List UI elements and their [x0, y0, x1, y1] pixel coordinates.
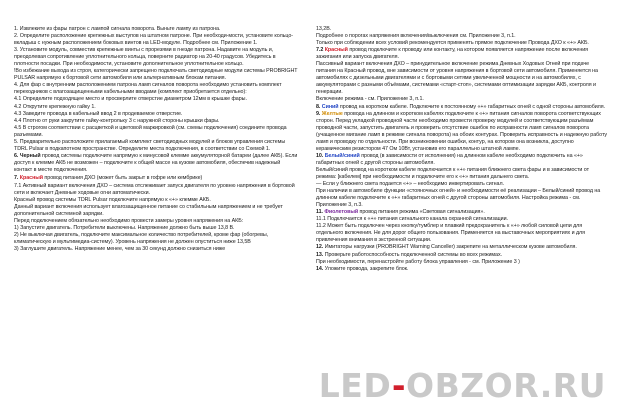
instruction-paragraph	[316, 96, 608, 103]
paragraph-text: 2) Не выключая двигатель, подключите максимальное количество потребителей, кроме фар (обогревы, климатическую и мультимедиа-систему). Уровень напряжения не должен опуститься ниже 13,5В	[14, 231, 270, 245]
paragraph-text: 5. Предварительно расположите прилагаемый комплект светодиодных модулей и блоков управления системы TDRL Pulsar в подкапотном пространстве. Определите места подключения, в соответствии со Схемой 1.	[14, 138, 287, 152]
paragraph-text: Уложите провода, закрепите блок.	[323, 265, 409, 272]
paragraph-text: 2. Определите расположение крепежных выступов на штатном патроне. При необходи-мости, установите кольцо-вкладыш с нужным расположением боковых винтов на LED-модуле. Подробнее см. Приложение 1.	[14, 33, 293, 47]
step-number: 7.	[14, 175, 19, 182]
wire-color-label: Синий	[321, 103, 339, 110]
instruction-paragraph	[14, 232, 298, 246]
paragraph-text: 4.2 Открутите крепежную гайку 1.	[14, 103, 96, 110]
step-number: 13.	[316, 251, 324, 258]
paragraph-text: Только при соблюдении всех условий рекомендуется применять прямое подключение Провода ДХО к «+» АКБ.	[316, 40, 589, 47]
instruction-paragraph	[14, 33, 298, 47]
paragraph-text: провод (в зависимости от исполнения) на длинном кабеле необходимо подключить на «+» габаритных огней с другой стороны автомобиля.	[316, 152, 585, 166]
instruction-paragraph	[14, 118, 298, 125]
paragraph-text: 4.4 Плотно от руки закрутите гайку-контрольку 3 с наружной стороны крышки фары.	[14, 117, 220, 124]
instruction-paragraph	[14, 246, 298, 253]
step-number: 7.2	[316, 47, 324, 54]
brand-led: LED	[318, 366, 392, 405]
paragraph-text: Перед подключением обязательно необходимо провести замеры уровня напряжения на АКБ:	[14, 217, 244, 224]
instruction-paragraph	[14, 175, 298, 182]
paragraph-text: 4. Для фар с внутренним расположением патрона ламп сигналов поворота необходимо установить комплект переходников с влагозащищенными кабельными вводами (комплект приобретается отдельно):	[14, 82, 283, 96]
step-number: 9.	[316, 110, 321, 117]
brand-dash: -	[391, 366, 407, 405]
paragraph-text: Проверьте работоспособность подключенной системы во всех режимах.	[323, 251, 503, 258]
step-number: 8.	[316, 103, 321, 110]
step-number: 10.	[316, 152, 324, 159]
paragraph-text: провод питания режима «Световая сигнализация».	[358, 209, 485, 216]
paragraph-text: 11.2 Может быть подключен через кнопку/тумблер и плавкий предохранитель к «+» любой силовой цепи для отдельного включения. Не для дорог общего пользования. Применяется на выставочных мероприятиях и для привлечения внимания в экстренной ситуации.	[316, 223, 587, 244]
wire-color-label: Красный	[19, 175, 43, 182]
paragraph-text: провод питания ДХО (может быть закрыт в гофре или кембрике)	[43, 175, 203, 182]
paragraph-text: Включение режима - см. Приложение 3, п.1.	[316, 96, 424, 103]
instruction-paragraph	[316, 111, 608, 153]
instruction-paragraph	[14, 197, 298, 204]
paragraph-text: Подробнее о порогах напряжения включения/выключения см. Приложение 3, п.1.	[316, 33, 516, 40]
instruction-paragraph	[316, 104, 608, 111]
instruction-paragraph	[14, 125, 298, 139]
paragraph-text: 4.5 В строгом соответствии с расцветкой и цветовой маркировкой (см. схемы подключения) соедините провода разъемами.	[14, 124, 289, 138]
wire-color-label: Красный	[324, 47, 348, 54]
instruction-paragraph	[316, 47, 608, 61]
instruction-paragraph	[14, 183, 298, 197]
wire-color-label: Белый/синий	[324, 152, 360, 159]
instruction-paragraph	[14, 153, 298, 174]
paragraph-text: 7.1 Активный вариант включения ДХО – система отслеживает запуск двигателя по уровню напряжения в бортовой сети и включает Дневные ходовые огни автоматически.	[14, 182, 297, 196]
paragraph-text: 13,2В.	[316, 26, 332, 32]
wire-color-label: Желтые	[321, 110, 343, 117]
paragraph-text: 3) Заглушите двигатель. Напряжение менее, чем за 30 секунд должно снизиться ниже	[14, 245, 226, 252]
paragraph-text: Имитаторы нагрузки (PROBRIGHT Warning Canceller) закрепите на металлическом кузове автомобиля.	[323, 244, 577, 251]
instruction-paragraph	[14, 96, 298, 103]
brand-obzor: OBZOR	[406, 366, 540, 405]
paragraph-text: — Если у ближнего света подается «+» – необходимо инвертировать сигнал.	[316, 181, 504, 188]
paragraph-text: 11.1 Подключается к «+» питания сигнального канала охранной сигнализации.	[316, 216, 508, 223]
paragraph-text: 1) Запустите двигатель. Потребители выключены. Напряжение должно быть выше 13,8 В.	[14, 224, 235, 231]
left-column	[14, 26, 298, 395]
paragraph-text: Пассивный вариант включения ДХО – принудительное включение режима Дневных Ходовых Огней при подаче питания на Красный провод, вне зависимости от уровня напряжения в бортовой сети автомобиля. Применяется на автомобилях с дизельными двигателями и с бортовыми сетями увеличенной мощности и на автомобилях, с аккумуляторами с разными объёмами, системами «старт-стоп», системами оптимизации зарядки АКБ, контроля и генерации.	[316, 61, 600, 96]
paragraph-text: !Во избежание выхода из строя, категорически запрещено подключать светодиодные модули системы PROBRIGHT PULSAR напрямую к бортовой сети автомобиля или альтернативным блокам питания.	[14, 68, 299, 82]
paragraph-text: 4.3 Заведите провода в кабельный ввод 2 в продеваемое отверстие.	[14, 110, 183, 117]
instruction-paragraph	[14, 218, 298, 225]
instruction-paragraph	[316, 244, 608, 251]
site-watermark	[319, 366, 606, 405]
instruction-paragraph	[316, 153, 608, 167]
paragraph-text: провод подключите к проводу или контакту, на котором появляется напряжение после включения зажигания или запуска двигателя.	[316, 47, 590, 61]
paragraph-text: провода на длинном и коротком кабелях подключите к «+» питания сигналов поворота соответствующих сторон. Перед укладкой проводной части необходимо провести проверку модулей и соответствующим разъёмам проводной части, запустить двигатель и проверить отсутствие ошибок по исправности ламп сигналов поворота (учащенное мигание ламп в режиме сигнала поворота) на обоих контурах. Проверить исправность и надежную работу ламп и проводку по отдельности. При возникновении ошибки, контур, на котором она возникла, доступно керамическим резистором 47 Ом 10Вт, установив его параллельно штатной лампе.	[316, 110, 609, 152]
paragraph-text: провод на коротком кабеле. Подключите к постоянному «+» габаритных огней с одной стороны автомобиля.	[338, 103, 606, 110]
wire-color-label: Фиолетовый	[324, 209, 359, 216]
step-number: 11.	[316, 209, 323, 216]
instruction-paragraph	[14, 82, 298, 96]
step-number: 14.	[316, 265, 324, 272]
paragraph-text: Белый/синий провод на коротком кабеле подключается к «+» питания ближнего света фары и в зависимости от режима: [кабелем] при необходимости и подключите его к «+» питания дальнего света.	[316, 166, 591, 180]
paragraph-text: При наличии в автомобиле функции «стояночных огней» и необходимости её реализации – Белый/синий провод на длинном кабеле подключите к «+» габаритных огней с другой стороны автомобиля. Настройка режима - см. Приложение 3, п.3.	[316, 188, 602, 209]
paragraph-text: 3. Установите модуль, совместив крепежные винты с прорезями в гнезде патрона. Надавите на модуль и, преодолевая сопротивление уплотнительного кольца, поверните радиатор на 20-40 градусов. Убедитесь в плотности посадки. При необходимости, установите дополнительное уплотнительное кольцо.	[14, 47, 278, 68]
instruction-paragraph	[14, 47, 298, 68]
brand-tld: .RU	[539, 366, 606, 405]
step-number: 6.	[14, 152, 19, 159]
paragraph-text: Красный провод системы TDRL Pulsar подключите напрямую к «+» клемме АКБ.	[14, 196, 211, 203]
instruction-paragraph	[14, 111, 298, 118]
instruction-paragraph	[14, 104, 298, 111]
paragraph-text: провод системы подключите напрямую к минусовой клемме аккумуляторной батареи (далее АКБ). Если доступ к клемме АКБ не возможен – подключите к общей массе на кузове автомобиля, обеспечив надежный контакт в месте подключения.	[14, 152, 299, 173]
paragraph-text: 1. Извлеките из фары патрон с лампой сигнала поворота. Выньте лампу из патрона.	[14, 26, 221, 32]
instruction-paragraph	[14, 204, 298, 218]
instruction-paragraph	[14, 225, 298, 232]
instruction-paragraph	[316, 252, 608, 259]
instruction-paragraph	[316, 188, 608, 209]
instruction-paragraph	[316, 223, 608, 244]
instruction-paragraph	[316, 266, 608, 273]
instruction-paragraph	[14, 68, 298, 82]
instruction-paragraph	[14, 139, 298, 153]
paragraph-text: При необходимости, перенастройте работу блока управления - см. Приложение 3 )	[316, 258, 520, 265]
instruction-paragraph	[316, 167, 608, 181]
instruction-paragraph	[14, 26, 298, 33]
right-column	[316, 26, 608, 395]
wire-color-label: Черный	[19, 152, 41, 159]
instruction-paragraph	[316, 26, 608, 33]
step-number: 12.	[316, 244, 324, 251]
paragraph-text: 4.1 Определите подходящее место и просверлите отверстие диаметром 12мм в крышке фары.	[14, 96, 247, 103]
paragraph-text: Данный вариант включения использует влагозащищенное питание со стабильным напряжением и не требует дополнительной системной зарядки.	[14, 203, 285, 217]
instruction-paragraph	[316, 259, 608, 266]
instruction-paragraph	[316, 61, 608, 96]
